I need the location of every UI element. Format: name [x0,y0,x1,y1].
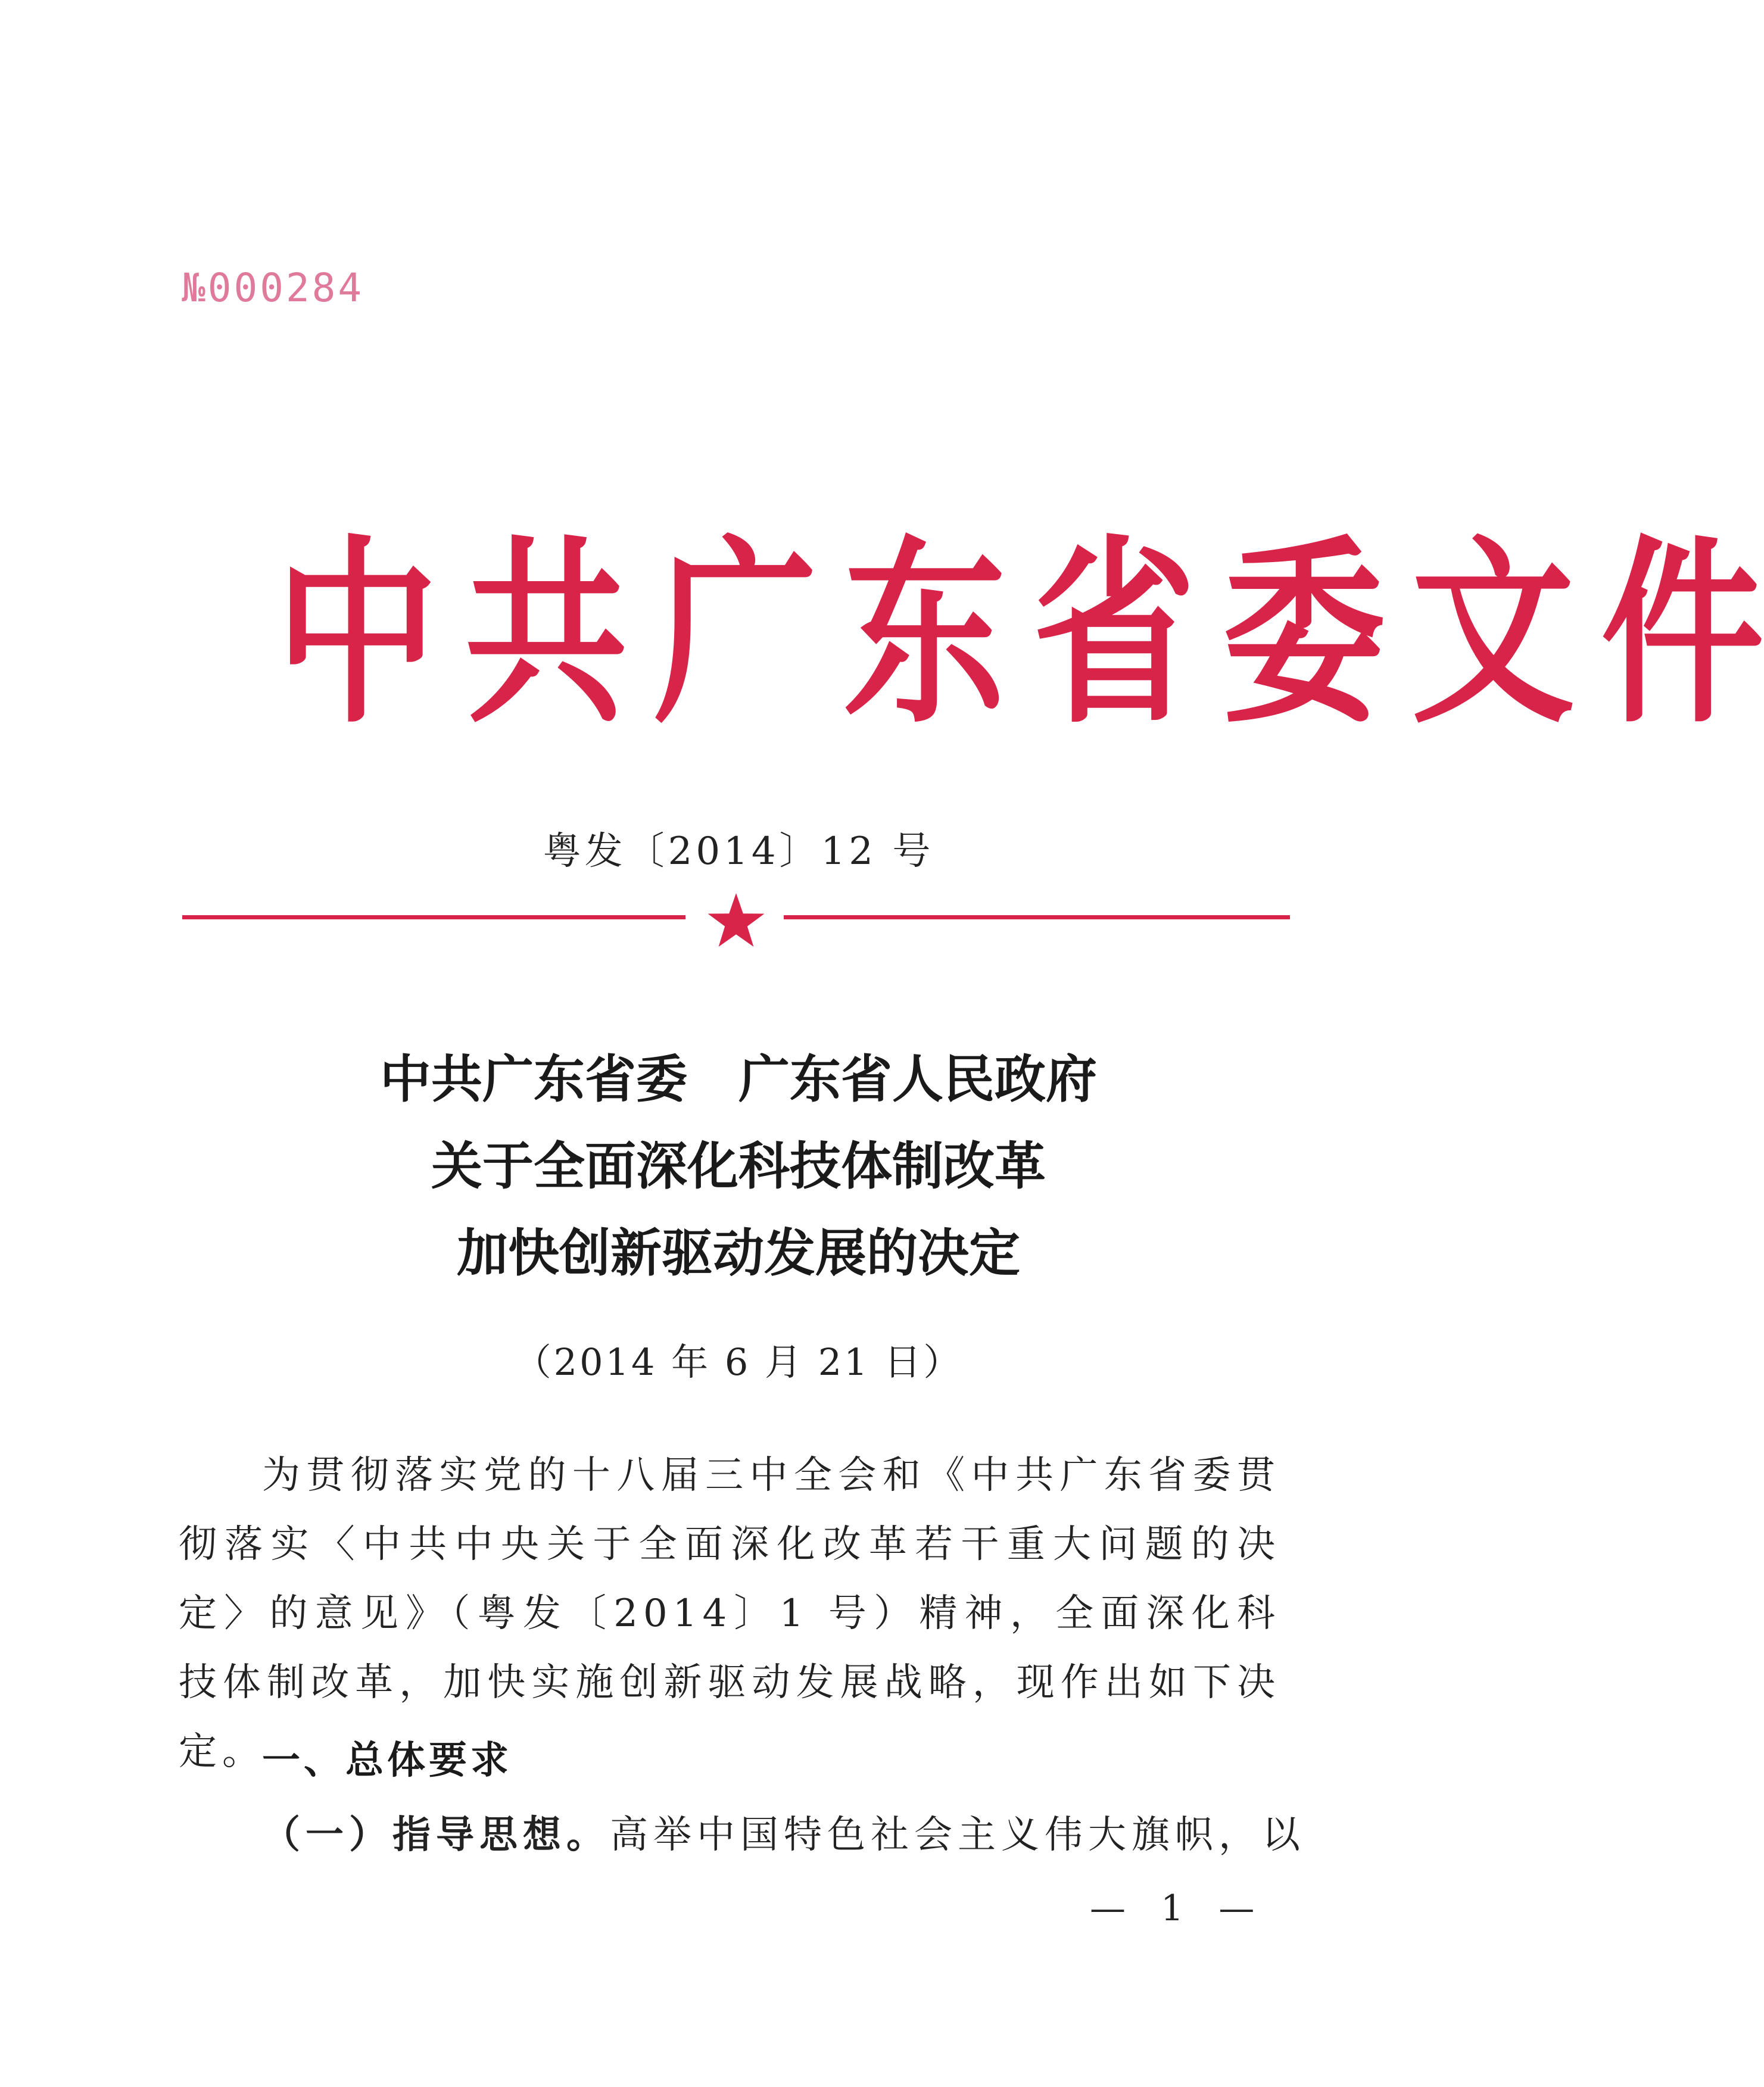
title-line: 加快创新驱动发展的决定 [457,1223,1020,1283]
masthead-char: 东 [843,518,1006,750]
title-line: 关于全面深化科技体制改革 [431,1136,1046,1196]
guiding-label: （一）指导思想。 [262,1813,610,1857]
document-masthead [262,518,1764,750]
divider-line-left [182,915,685,919]
masthead-char: 中 [275,518,438,750]
masthead-char: 共 [465,518,628,750]
guiding-text: 高举中国特色社会主义伟大旗帜，以 [610,1813,1305,1857]
star-icon [706,892,766,949]
intro-paragraph: 为贯彻落实党的十八届三中全会和《中共广东省委贯彻落实〈中共中央关于全面深化改革若干重大问题的决定〉的意见》（粤发〔2014〕1 号）精神，全面深化科技体制改革，加快实施创新驱动发展战略，现作出如下决定。 [179,1453,1280,1774]
masthead-char: 文 [1411,518,1575,750]
masthead-char: 省 [1033,518,1196,750]
document-title [0,1036,1477,1297]
title-line: 中共广东省委 广东省人民政府 [380,1049,1097,1109]
serial-number: №000284 [182,265,364,311]
divider-line-right [784,915,1290,919]
section-heading: 一、总体要求 [262,1739,512,1783]
page-number: — 1 — [1090,1888,1267,1929]
masthead-char: 件 [1601,518,1764,750]
guiding-paragraph [262,1804,1305,1859]
document-date: （2014 年 6 月 21 日） [514,1340,963,1384]
masthead-char: 广 [654,518,817,750]
document-number: 粤发〔2014〕12 号 [543,829,934,874]
masthead-char: 委 [1222,518,1385,750]
red-divider [182,893,1290,941]
